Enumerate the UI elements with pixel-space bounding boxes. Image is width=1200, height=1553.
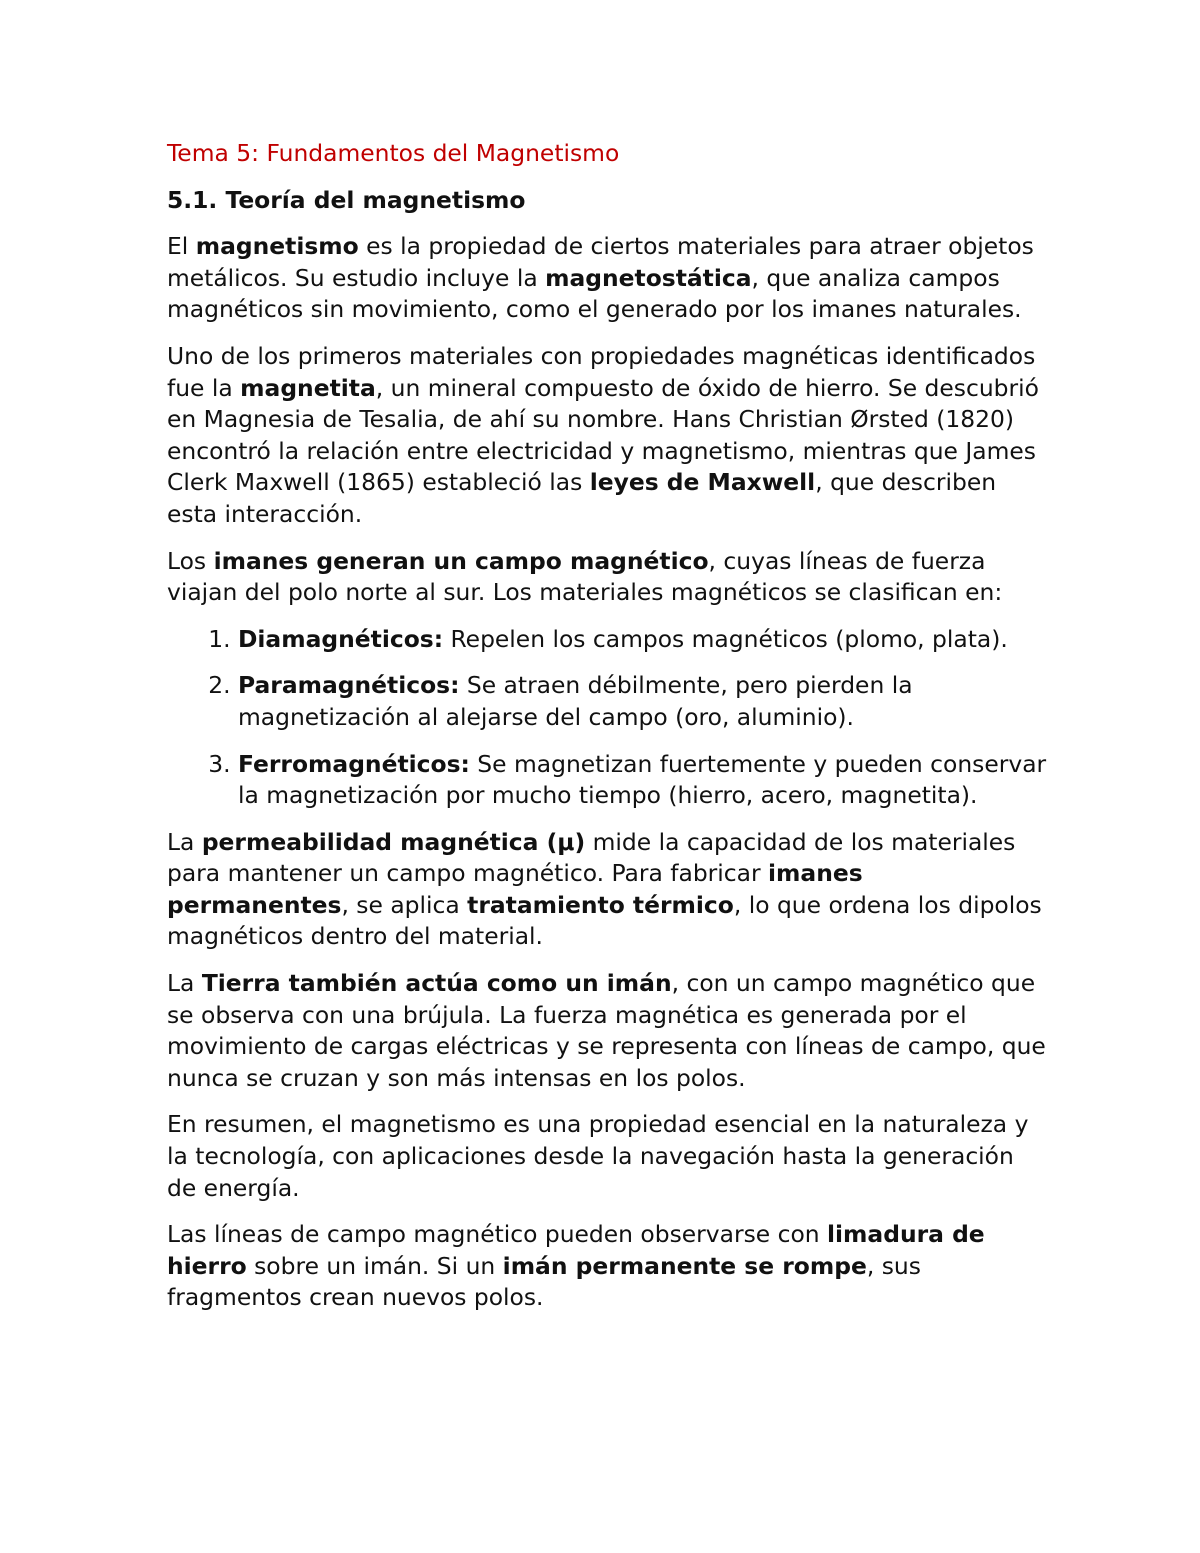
bold-term: magnetismo <box>195 232 359 261</box>
bold-term: imán permanente se rompe <box>502 1251 867 1280</box>
list-item-paramagneticos: 2. Paramagnéticos: Se atraen débilmente, pero pierden la magnetización al alejarse del campo (oro, aluminio). <box>238 670 1047 733</box>
document-title: Tema 5: Fundamentos del Magnetismo <box>167 139 620 167</box>
paragraph-resumen: En resumen, el magnetismo es una propiedad esencial en la naturaleza y la tecnología, con aplicaciones desde la navegación hasta la generación de energía. <box>167 1110 1029 1202</box>
paragraph-permeabilidad: La permeabilidad magnética (μ) mide la capacidad de los materiales para mantener un campo magnético. Para fabricar imanes permanentes, se aplica tratamiento térmico, lo que ordena los dipolos magnéticos dentro del material. <box>167 827 1042 951</box>
bold-term: tratamiento térmico <box>467 890 734 919</box>
paragraph-magnetita: Uno de los primeros materiales con propiedades magnéticas identificados fue la magnetita, un mineral compuesto de óxido de hierro. Se descubrió en Magnesia de Tesalia, de ahí su nombre. Hans Christian Ørsted (1820) encontró la relación entre electricidad y magnetismo, mientras que James Clerk Maxwell (1865) estableció las leyes de Maxwell, que describen esta interacción. <box>167 341 1039 528</box>
materials-list <box>167 624 1047 812</box>
bold-term: leyes de Maxwell <box>589 468 816 497</box>
bold-term: magnetostática <box>545 263 752 292</box>
list-term: Diamagnéticos: <box>238 624 444 653</box>
bold-term: limadura de hierro <box>167 1220 985 1280</box>
list-item-diamagneticos: 1. Diamagnéticos: Repelen los campos magnéticos (plomo, plata). <box>238 624 1047 656</box>
list-term: Ferromagnéticos: <box>238 749 470 778</box>
paragraph-magnetismo: El magnetismo es la propiedad de ciertos materiales para atraer objetos metálicos. Su estudio incluye la magnetostática, que analiza campos magnéticos sin movimiento, como el generado por los imanes naturales. <box>167 232 1034 324</box>
bold-term: permeabilidad magnética (μ) <box>201 827 586 856</box>
bold-term: imanes generan un campo magnético <box>213 546 709 575</box>
paragraph-limadura: Las líneas de campo magnético pueden observarse con limadura de hierro sobre un imán. Si un imán permanente se rompe, sus fragmentos crean nuevos polos. <box>167 1220 985 1312</box>
bold-term: magnetita <box>240 373 376 402</box>
section-heading: 5.1. Teoría del magnetismo <box>167 185 526 214</box>
paragraph-imanes: Los imanes generan un campo magnético, cuyas líneas de fuerza viajan del polo norte al sur. Los materiales magnéticos se clasifican en: <box>167 546 1003 607</box>
document-page <box>167 138 1047 1329</box>
paragraph-tierra: La Tierra también actúa como un imán, con un campo magnético que se observa con una brújula. La fuerza magnética es generada por el movimiento de cargas eléctricas y se representa con líneas de campo, que nunca se cruzan y son más intensas en los polos. <box>167 969 1046 1092</box>
bold-term: imanes permanentes <box>167 859 863 919</box>
list-term: Paramagnéticos: <box>238 671 460 700</box>
bold-term: Tierra también actúa como un imán <box>201 969 672 998</box>
list-item-ferromagneticos: 3. Ferromagnéticos: Se magnetizan fuertemente y pueden conservar la magnetización por mucho tiempo (hierro, acero, magnetita). <box>238 749 1047 812</box>
